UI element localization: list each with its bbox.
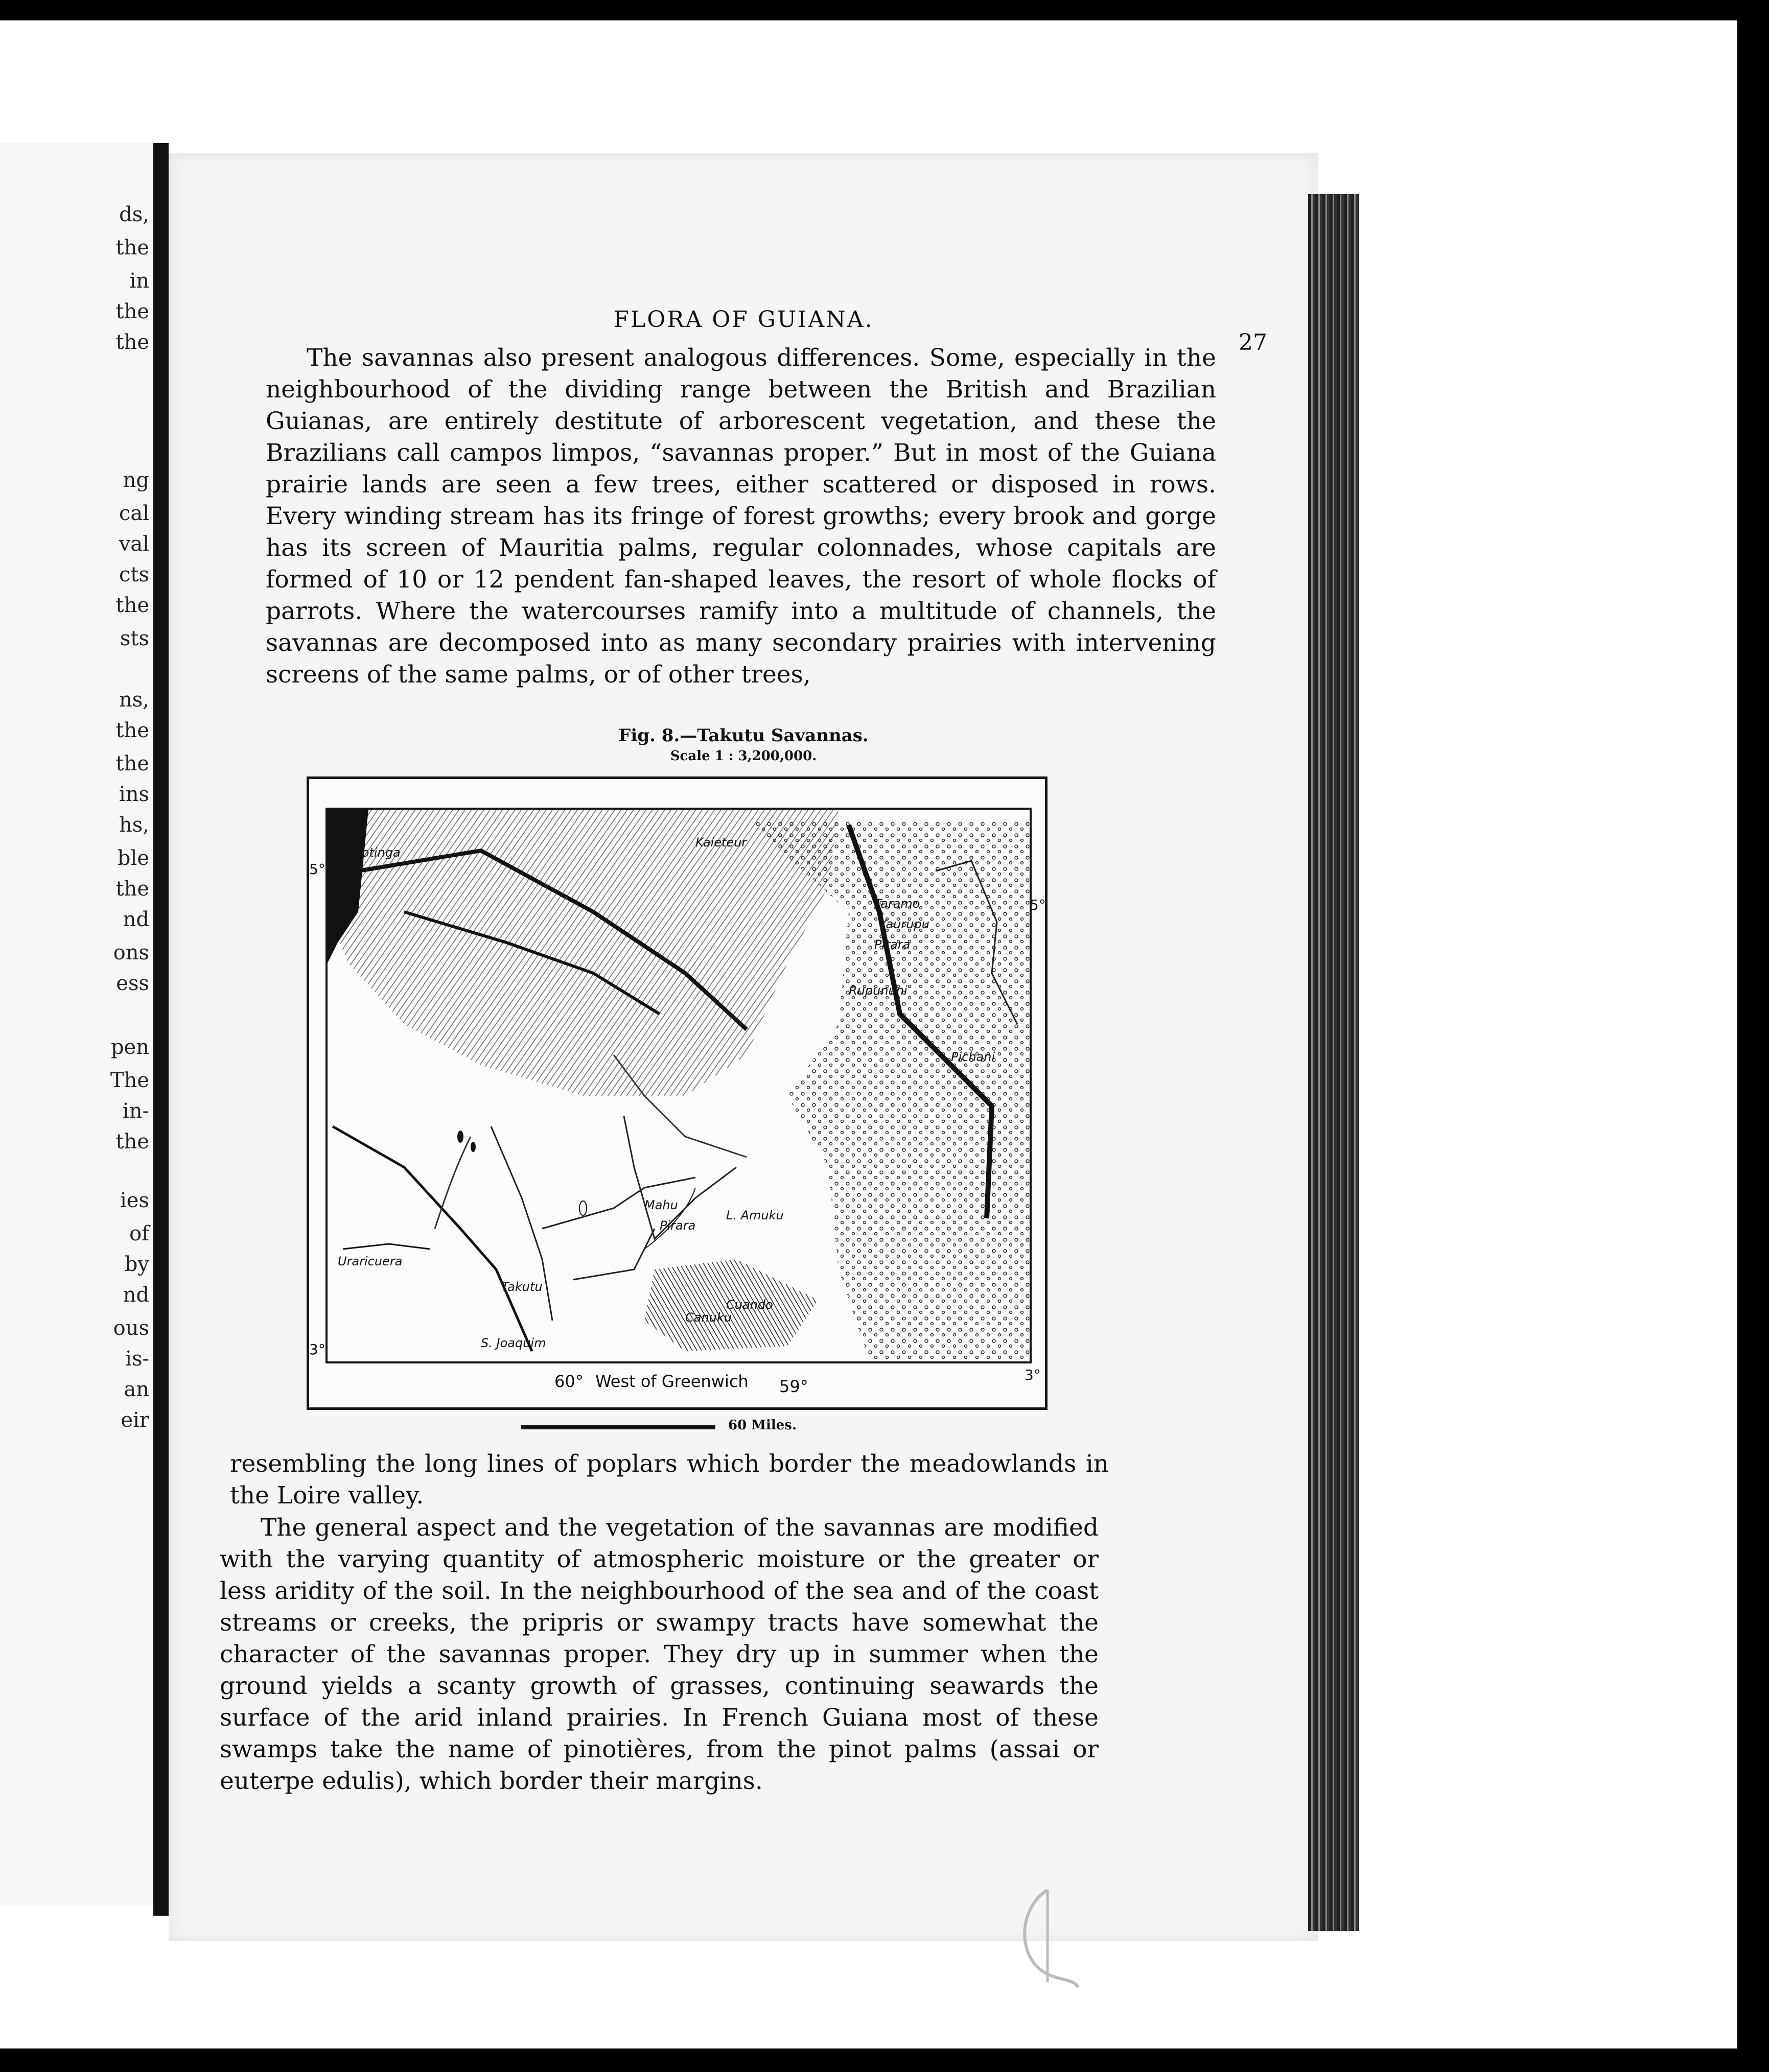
left-page-text-fragment: an xyxy=(124,1378,149,1401)
left-page-text-fragment: pen xyxy=(110,1035,149,1059)
paragraph-text: The savannas also present analogous differences. Some, especially in the neighbourhood of the dividing range between the British and Brazilian Guianas, are entirely destitute of arborescent vegetation, and these the Brazilians call campos limpos, “savannas proper.” But in most of the Guiana prairie lands are seen a few trees, either scattered or disposed in rows. Every winding stream has its fringe of forest growths; every brook and gorge has its screen of Mauritia palms, regular colonnades, whose capitals are formed of 10 or 12 pendent fan-shaped leaves, the resort of whole flocks of parrots. Where the watercourses ramify into a multitude of channels, the savannas are decomposed into as many secondary prairies with intervening screens of the same palms, or of other trees, xyxy=(266,344,1216,689)
map-place-label: Cotinga xyxy=(353,845,401,860)
paragraph-general-aspect xyxy=(220,1512,1099,1797)
map-panel xyxy=(325,808,1032,1363)
left-page-text-fragment: the xyxy=(115,1130,149,1153)
latitude-label: 5° xyxy=(1030,897,1046,913)
map-place-label: Mahu xyxy=(644,1198,678,1212)
longitude-axis-title: West of Greenwich xyxy=(595,1372,749,1391)
map-place-label: S. Joaquim xyxy=(481,1336,546,1350)
map-place-label: Uraricuera xyxy=(338,1254,403,1268)
left-page-text-fragment: hs, xyxy=(119,813,149,837)
map-place-label: L. Amuku xyxy=(726,1208,784,1222)
pencil-mark-icon xyxy=(1012,1885,1083,1997)
latitude-label: 3° xyxy=(1025,1367,1041,1383)
map-place-label: Rupununi xyxy=(849,983,907,998)
figure-caption: Fig. 8.—Takutu Savannas. xyxy=(618,725,869,746)
map-place-label: Kaieteur xyxy=(695,835,747,850)
left-page-text-fragment: by xyxy=(124,1253,149,1276)
left-page-text-fragment: the xyxy=(115,594,149,617)
map-place-label: Pirara xyxy=(874,937,911,952)
left-page-text-fragment: in xyxy=(129,269,149,293)
paragraph-continuation xyxy=(230,1448,1109,1512)
left-page-text-fragment: ess xyxy=(116,972,149,995)
map-place-label: Yaurupu xyxy=(879,917,929,931)
left-page-text-fragment: The xyxy=(110,1069,149,1092)
left-page-text-fragment: in- xyxy=(122,1099,149,1123)
longitude-label: 60° xyxy=(554,1372,584,1391)
map-scale-bar xyxy=(521,1425,715,1429)
left-page-text-fragment: ous xyxy=(113,1316,149,1340)
paragraph-savannas xyxy=(266,342,1216,691)
map-place-label: Pirara xyxy=(660,1218,696,1233)
book-page xyxy=(169,153,1318,1941)
paragraph-text: resembling the long lines of poplars which border the meadowlands in the Loire valley. xyxy=(230,1450,1109,1510)
page-edge-stack xyxy=(1308,194,1359,1931)
left-page-text-fragment: the xyxy=(115,236,149,260)
map-place-label: Cuando xyxy=(726,1298,773,1312)
left-page-text-fragment: the xyxy=(115,752,149,775)
map-place-label: Pichani xyxy=(951,1050,995,1064)
left-page-text-fragment: ons xyxy=(113,941,149,964)
left-page-text-fragment: the xyxy=(115,877,149,901)
left-page-text-fragment: nd xyxy=(123,908,149,931)
left-page-text-fragment: cts xyxy=(119,563,149,586)
map-place-label: Takutu xyxy=(501,1280,543,1294)
map-place-label: Canuku xyxy=(685,1310,732,1325)
left-page-text-fragment: the xyxy=(115,331,149,354)
map-figure xyxy=(307,776,1048,1410)
scale-bar-label: 60 Miles. xyxy=(728,1418,797,1433)
paragraph-text: The general aspect and the vegetation of the savannas are modified with the varying quantity of atmospheric moisture or the greater or less aridity of the soil. In the neighbourhood of the sea and of the coast streams or creeks, the pripris or swampy tracts have somewhat the character of the savannas proper. They dry up in summer when the ground yields a scanty growth of grasses, continuing seawards the surface of the arid inland prairies. In French Guiana most of these swamps take the name of pinotières, from the pinot palms (assai or euterpe edulis), which border their margins. xyxy=(220,1514,1099,1795)
latitude-label: 5° xyxy=(309,861,325,878)
latitude-label: 3° xyxy=(309,1341,325,1358)
left-page-text-fragment: ns, xyxy=(119,688,149,712)
left-page-text-fragment: nd xyxy=(123,1283,149,1307)
map-drawing xyxy=(328,810,1030,1361)
running-header: FLORA OF GUIANA. xyxy=(613,307,874,333)
left-page-text-fragment: ble xyxy=(117,846,149,870)
map-place-label: Taramo xyxy=(874,897,920,911)
left-page-text-fragment: eir xyxy=(121,1408,149,1432)
page-number: 27 xyxy=(1239,329,1267,356)
left-page-text-fragment: the xyxy=(115,300,149,323)
left-page xyxy=(0,143,158,1905)
figure-scale: Scale 1 : 3,200,000. xyxy=(670,748,817,764)
left-page-text-fragment: sts xyxy=(120,627,149,650)
left-page-text-fragment: ng xyxy=(123,468,149,492)
longitude-label: 59° xyxy=(779,1377,808,1396)
left-page-text-fragment: val xyxy=(119,532,149,556)
left-page-text-fragment: ies xyxy=(120,1189,149,1212)
left-page-text-fragment: ins xyxy=(119,783,149,806)
left-page-text-fragment: of xyxy=(129,1222,149,1245)
book-gutter xyxy=(153,143,169,1916)
left-page-text-fragment: the xyxy=(115,719,149,742)
left-page-text-fragment: is- xyxy=(125,1347,149,1371)
left-page-text-fragment: cal xyxy=(119,502,149,525)
left-page-text-fragment: ds, xyxy=(119,203,149,226)
